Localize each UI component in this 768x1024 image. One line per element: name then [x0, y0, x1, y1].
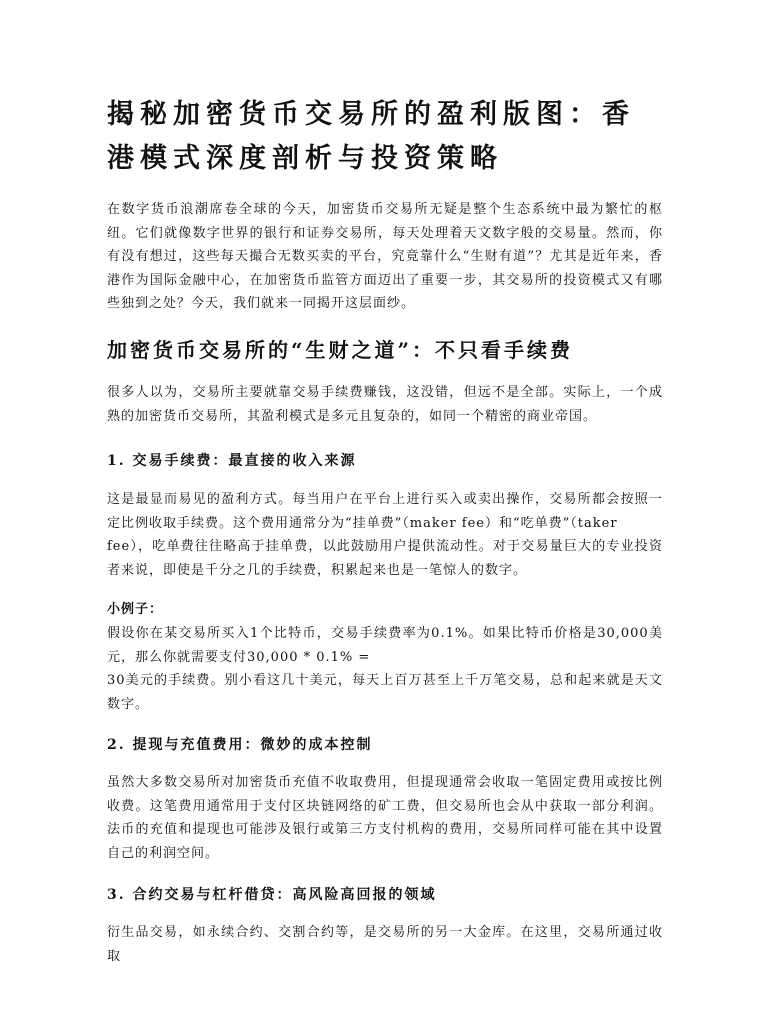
trading-fees-text-part2: fee），吃单费往往略高于挂单费，以此鼓励用户提供流动性。对于交易量巨大的专业投资者来说，即使是千分之几的手续费，积累起来也是一笔惊人的数字。: [107, 539, 663, 578]
subsection-paragraph-derivatives: 衍生品交易，如永续合约、交割合约等，是交易所的另一大金库。在这里，交易所通过收取: [107, 925, 663, 964]
article-title: 揭秘加密货币交易所的盈利版图：香港模式深度剖析与投资策略: [107, 99, 635, 174]
example-label: 小例子：: [107, 602, 164, 617]
example-paragraph: [107, 622, 663, 716]
subsection-paragraph-withdrawal-fees: 虽然大多数交易所对加密货币充值不收取费用，但提现通常会收取一笔固定费用或按比例收费。这笔费用通常用于支付区块链网络的矿工费，但交易所也会从中获取一部分利润。法币的充值和提现也可能涉及银行或第三方支付机构的费用，交易所同样可能在其中设置自己的利润空间。: [107, 775, 663, 861]
subsection-paragraph-trading-fees: [107, 488, 663, 582]
example-text-part2: 30美元的手续费。别小看这几十美元，每天上百万甚至上千万笔交易，总和起来就是天文数字。: [107, 673, 663, 712]
subsection-heading-trading-fees: 1. 交易手续费：最直接的收入来源: [107, 453, 357, 469]
example-text-part1: 假设你在某交易所买入1个比特币，交易手续费率为0.1%。如果比特币价格是30,000美元，那么你就需要支付30,000 * 0.1% =: [107, 626, 663, 665]
trading-fees-text-part1: 这是最显而易见的盈利方式。每当用户在平台上进行买入或卖出操作，交易所都会按照一定比例收取手续费。这个费用通常分为“挂单费”（maker fee）和“吃单费”（taker: [107, 492, 663, 531]
subsection-heading-derivatives: 3. 合约交易与杠杆借贷：高风险高回报的领域: [107, 887, 437, 903]
intro-paragraph: 在数字货币浪潮席卷全球的今天，加密货币交易所无疑是整个生态系统中最为繁忙的枢纽。它们就像数字世界的银行和证券交易所，每天处理着天文数字般的交易量。然而，你有没有想过，这些每天撮合无数买卖的平台，究竟靠什么“生财有道”？尤其是近年来，香港作为国际金融中心，在加密货币监管方面迈出了重要一步，其交易所的投资模式又有哪些独到之处？今天，我们就来一同揭开这层面纱。: [107, 202, 663, 311]
subsection-heading-withdrawal-fees: 2. 提现与充值费用：微妙的成本控制: [107, 737, 373, 753]
section-paragraph-profit-model: 很多人以为，交易所主要就靠交易手续费赚钱，这没错，但远不是全部。实际上，一个成熟的加密货币交易所，其盈利模式是多元且复杂的，如同一个精密的商业帝国。: [107, 385, 663, 424]
section-heading-profit-model: 加密货币交易所的“生财之道”：不只看手续费: [107, 338, 574, 362]
